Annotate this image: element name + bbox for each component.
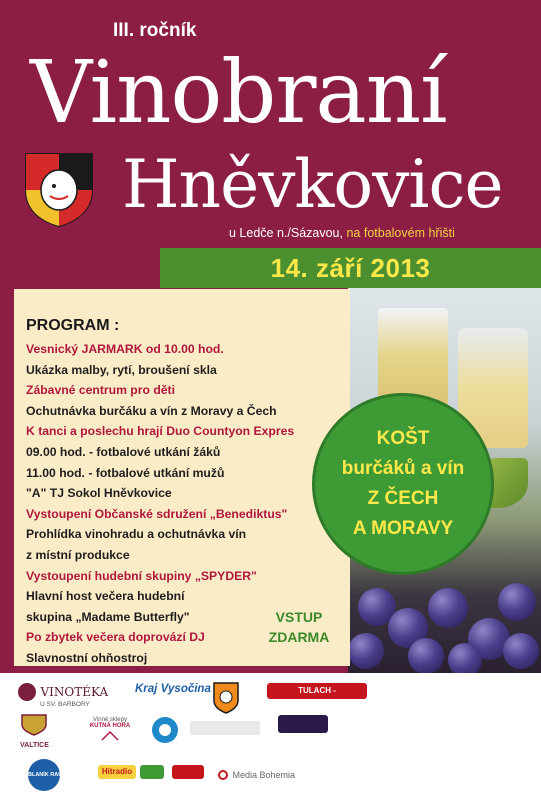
football-club-icon bbox=[212, 681, 240, 715]
valtice-logo: VALTICE bbox=[20, 713, 70, 749]
program-panel bbox=[14, 289, 350, 666]
media-bohemia-icon bbox=[218, 770, 228, 780]
vinoteka-logo: VINOTÉKA U SV. BARBORY bbox=[18, 683, 128, 708]
badge-line: KOŠT bbox=[376, 428, 430, 449]
grape-image bbox=[498, 583, 536, 621]
grape-image bbox=[348, 633, 384, 669]
badge-line: Z ČECH bbox=[367, 488, 439, 509]
vinne-sklepy-icon bbox=[100, 730, 120, 742]
valtice-crest-icon bbox=[20, 713, 48, 737]
badge-line: burčáků a vín bbox=[341, 458, 465, 479]
program-item: skupina „Madame Butterfly" bbox=[26, 609, 190, 624]
vinne-sklepy-logo: Vinné sklepy KUTNÁ HORA bbox=[80, 717, 140, 747]
location-venue: na fotbalovém hřišti bbox=[346, 226, 455, 240]
sponsor-strip bbox=[0, 673, 541, 800]
date-banner: 14. září 2013 bbox=[160, 248, 541, 288]
program-item: 11.00 hod. - fotbalové utkání mužů bbox=[26, 465, 225, 480]
program-item: Zábavné centrum pro děti bbox=[26, 383, 175, 398]
location-town: u Ledče n./Sázavou, bbox=[229, 226, 343, 240]
program-item: Vystoupení hudební skupiny „SPYDER" bbox=[26, 568, 257, 583]
tasting-badge bbox=[312, 393, 494, 575]
vinoteka-icon bbox=[18, 683, 36, 701]
program-item: Ukázka malby, rytí, broušení skla bbox=[26, 362, 217, 377]
blue-c-logo-icon bbox=[150, 715, 180, 745]
radio-logo-2 bbox=[172, 765, 204, 779]
free-entry-line2: ZDARMA bbox=[268, 629, 330, 645]
music-logo bbox=[278, 715, 328, 733]
program-item: Po zbytek večera doprovází DJ bbox=[26, 630, 205, 645]
academy-logo bbox=[190, 721, 260, 735]
page-subtitle: Hněvkovice bbox=[122, 146, 503, 223]
grape-image bbox=[448, 643, 482, 677]
program-item: K tanci a poslechu hrají Duo Countyon Expres bbox=[26, 424, 295, 439]
badge-line: A MORAVY bbox=[352, 518, 454, 539]
program-item: Hlavní host večera hudební bbox=[26, 589, 185, 604]
tulach-logo: TULACH - AUTODOPRAVA bbox=[267, 683, 367, 699]
grape-image bbox=[408, 638, 444, 674]
free-entry-label bbox=[254, 607, 344, 647]
blanik-radio-logo: BLANÍK RADIO bbox=[28, 759, 60, 791]
program-item: Vesnický JARMARK od 10.00 hod. bbox=[26, 342, 224, 356]
program-item: z místní produkce bbox=[26, 547, 130, 562]
program-item: Ochutnávka burčáku a vín z Moravy a Čech bbox=[26, 403, 277, 418]
kraj-vysocina-logo: Kraj Vysočina bbox=[135, 683, 211, 695]
grape-image bbox=[428, 588, 468, 628]
program-item: 09.00 hod. - fotbalové utkání žáků bbox=[26, 444, 221, 459]
program-item: Prohlídka vinohradu a ochutnávka vín bbox=[26, 527, 247, 542]
radio-logo bbox=[140, 765, 164, 779]
program-item: Vystoupení Občanské sdružení „Benediktus" bbox=[26, 506, 288, 521]
location-text bbox=[229, 226, 539, 240]
media-bohemia-logo: Media Bohemia bbox=[218, 766, 328, 784]
coat-of-arms-icon bbox=[22, 150, 96, 228]
program-item: "A" TJ Sokol Hněvkovice bbox=[26, 486, 172, 501]
program-heading: PROGRAM : bbox=[26, 317, 120, 334]
free-entry-line1: VSTUP bbox=[275, 609, 323, 625]
hitradio-logo: Hitradio bbox=[98, 765, 136, 779]
program-item: Slavnostní ohňostroj bbox=[26, 650, 148, 665]
edition-label: III. ročník bbox=[113, 20, 197, 41]
page-title: Vinobraní bbox=[30, 43, 447, 143]
grape-image bbox=[503, 633, 539, 669]
